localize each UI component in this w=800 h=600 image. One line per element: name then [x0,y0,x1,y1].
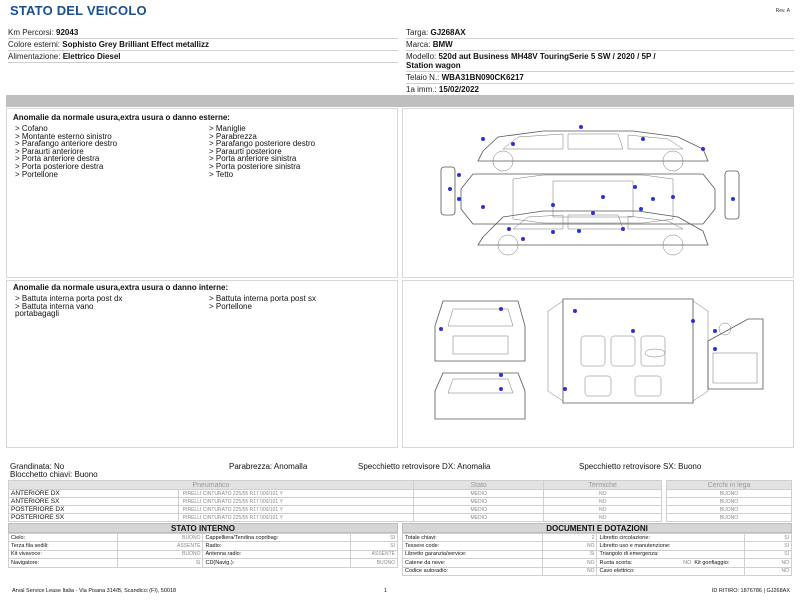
footer-page-number: 1 [384,588,388,594]
table-row: Totale chiavi: 2 Libretto circolazione: SI [403,534,792,542]
external-damage-panel [6,108,398,278]
parabrezza-status: Parabrezza: Anomalla [229,462,308,471]
info-km: Km Percorsi: 92043 [8,27,398,39]
table-row: Codice autoradio: NO Cavo elettrico: NO [403,567,792,575]
stato-interno-title: STATO INTERNO [8,523,398,533]
external-damage-title: Anomalie da normale usura,extra usura o danno esterne: [13,113,230,122]
car-interior-drawing [403,281,795,449]
specchietto-sx-status: Specchietto retrovisore SX: Buono [579,462,702,471]
car-exterior-drawing [403,109,795,279]
page-title: STATO DEL VEICOLO [10,3,147,18]
footer-company: Arval Service Lease Italia - Via Pisana 314/B, Scandicci (FI), 50018 [12,588,177,594]
table-row: POSTERIORE SX PIRELLI CINTURATO 225/55 R17 000/101 Y MEDIO NO [9,514,662,522]
table-row: Libretto garanzia/service: SI Triangolo di emergenza: SI [403,550,792,558]
documenti-grid [402,533,792,576]
info-marca: Marca: BMW [406,39,794,51]
tyre-table-body [8,489,662,522]
internal-damage-list-1: > Battuta interna porta post dx > Battuta interna vano portabagagli [15,294,123,319]
internal-damage-panel [6,280,398,448]
internal-damage-title: Anomalie da normale usura,extra usura o danno interne: [13,283,229,292]
table-row: Tessere code: NO Libretto uso e manutenzione: SI [403,542,792,550]
info-alimentazione: Alimentazione: Elettrico Diesel [8,51,398,63]
grandinata-status: Grandinata: No [10,462,65,471]
blocchetto-status: Blocchetto chiavi: Buono [10,470,98,479]
info-modello: Modello: 520d aut Business MH48V TouringSerie 5 SW / 2020 / 5P / [406,52,656,61]
documenti-title: DOCUMENTI E DOTAZIONI [402,523,792,533]
table-row: Navigatore: SI CD(Navig.): BUONO [9,559,398,567]
stato-interno-grid [8,533,398,568]
info-modello-cont: Station wagon [406,60,794,72]
revision-label: Rev. A [775,8,790,14]
specchietto-dx-status: Specchietto retrovisore DX: Anomalia [358,462,491,471]
info-immatricolazione: 1a imm.: 15/02/2022 [406,84,794,96]
footer-ritiro-id: ID RITIRO: 1876786 | GJ268AX [711,588,790,594]
internal-damage-list-2: > Battuta interna porta post sx > Portellone [209,294,316,311]
tyre-table-header: Pneumatico Stato Termiche [9,481,662,490]
external-car-diagram [402,108,794,278]
info-colore: Colore esterni: Sophisto Grey Brilliant Effect metallizz [8,39,398,51]
section-band [6,95,794,107]
external-damage-list-1: > Cofano > Montante esterno sinistro > Parafango anteriore destro > Paraurti anteriore > Porta anteriore destra > Porta posteriore destra > Portellone [15,124,118,179]
info-targa: Targa: GJ268AX [406,27,794,39]
table-row: ANTERIORE DX PIRELLI CINTURATO 225/55 R17 000/101 Y MEDIO NO [9,490,662,498]
internal-car-diagram [402,280,794,448]
table-row: ANTERIORE SX PIRELLI CINTURATO 225/55 R17 000/101 Y MEDIO NO [9,498,662,506]
table-row: Kit vivavoce: BUONO Antenna radio: ASSENTE [9,550,398,558]
external-damage-list-2: > Maniglie > Parabrezza > Parafango posteriore destro > Paraurti posteriore > Porta anteriore sinistra > Porta posteriore sinistra > Tetto [209,124,316,179]
table-row: POSTERIORE DX PIRELLI CINTURATO 225/55 R17 000/101 Y MEDIO NO [9,506,662,514]
info-telaio: Telaio N.: WBA31BN090CK6217 [406,72,794,84]
table-row: Terza fila sedili: ASSENTE Radio: SI [9,542,398,550]
table-row: Cielo: BUONO Cappelliera/Tendina copribag: SI [9,534,398,542]
table-row: Catene da neve: NO Ruota scorta: NO Kit gonfiaggio: NO [403,559,792,567]
rims-table: Cerchi in lega BUONO BUONO BUONO BUONO [666,480,792,522]
